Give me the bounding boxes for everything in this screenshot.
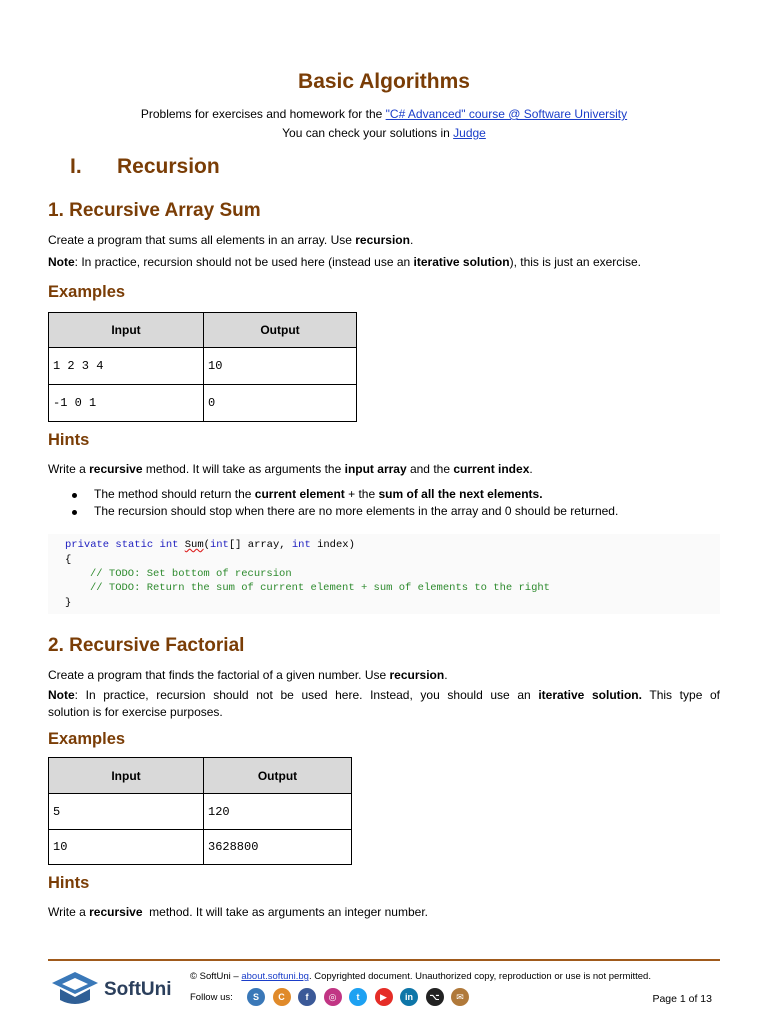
bold-text: iterative solution. (538, 688, 642, 702)
judge-line (0, 126, 768, 140)
bold-text: recursion (389, 668, 445, 682)
instagram-icon[interactable]: ◎ (324, 988, 342, 1006)
text: . (529, 462, 533, 476)
document-title: Basic Algorithms (298, 70, 470, 93)
table-cell: 0 (204, 385, 357, 422)
twitter-icon[interactable]: t (349, 988, 367, 1006)
problem-1-examples-heading: Examples (48, 283, 126, 301)
judge-text: You can check your solutions in (282, 126, 454, 140)
code-keyword: int (209, 539, 229, 551)
text: Write a (48, 905, 90, 919)
bullet-text (94, 486, 543, 503)
code-line: { (65, 554, 72, 566)
examples-table-1 (48, 312, 357, 422)
problem-2-title: 2. Recursive Factorial (48, 635, 245, 656)
code-keyword: private static int (65, 539, 185, 551)
text: The method should return the (94, 487, 255, 501)
about-link[interactable]: about.softuni.bg (241, 971, 309, 982)
note-label: Note (48, 255, 75, 269)
list-item (72, 486, 732, 503)
table-cell: 1 2 3 4 (49, 348, 204, 385)
linkedin-icon[interactable]: in (400, 988, 418, 1006)
bullet-dot (72, 510, 77, 515)
text: Write a (48, 462, 90, 476)
text: and the (406, 462, 454, 476)
problem-2-note-continued: solution is for exercise purposes. (48, 705, 223, 719)
code-block (48, 534, 720, 614)
code-text: index) (310, 539, 355, 551)
softuni-logo-icon (50, 970, 100, 1008)
table-row (49, 794, 352, 830)
problem-1-hint (48, 461, 720, 478)
email-icon[interactable]: ✉ (451, 988, 469, 1006)
problem-2-examples-heading: Examples (48, 730, 126, 748)
code-keyword: int (291, 539, 311, 551)
bold-text: sum of all the next elements. (378, 487, 543, 501)
text: . Copyrighted document. Unauthorized copy, reproduction or use is not permitted. (308, 971, 651, 982)
table-header-output: Output (204, 313, 357, 348)
text: method. It will take as arguments an integer number. (142, 905, 428, 919)
problem-2-hint (48, 904, 720, 921)
code-text: ( (203, 539, 210, 551)
problem-1-note (48, 254, 720, 271)
follow-us-label: Follow us: (190, 992, 233, 1003)
table-row (49, 830, 352, 865)
table-header-input: Input (49, 758, 204, 794)
text: method. It will take as arguments the (142, 462, 345, 476)
softuni-creative-icon[interactable]: C (273, 988, 291, 1006)
softuni-icon[interactable]: S (247, 988, 265, 1006)
bold-text: iterative solution (413, 255, 510, 269)
text: Create a program that finds the factorial of a given number. Use (48, 668, 390, 682)
bold-text: recursive (89, 905, 143, 919)
bold-text: current element (254, 487, 345, 501)
problem-2-hints-heading: Hints (48, 874, 90, 892)
github-icon[interactable]: ⌥ (426, 988, 444, 1006)
facebook-icon[interactable]: f (298, 988, 316, 1006)
table-row (49, 348, 357, 385)
judge-link[interactable]: Judge (453, 126, 486, 140)
problem-2-note (48, 687, 720, 704)
page-number: Page 1 of 13 (652, 993, 712, 1005)
section-number: I. (70, 155, 82, 178)
softuni-logo-text: SoftUni (104, 979, 172, 1000)
bold-text: recursion (355, 233, 410, 247)
text: : In practice, recursion should not be used here. Instead, you should use an (74, 688, 539, 702)
code-text: [] array, (228, 539, 292, 551)
text: . (444, 668, 448, 682)
text: : In practice, recursion should not be used here (instead use an (74, 255, 414, 269)
code-line: } (65, 597, 72, 609)
bullet-dot (72, 493, 77, 498)
bold-text: input array (344, 462, 407, 476)
subtitle-line (0, 107, 768, 121)
hint-bullet-list (72, 486, 732, 520)
code-line (65, 538, 355, 553)
table-header-input: Input (49, 313, 204, 348)
table-cell: 120 (204, 794, 352, 830)
footer-rule (48, 959, 720, 961)
table-header-output: Output (204, 758, 352, 794)
table-cell: -1 0 1 (49, 385, 204, 422)
course-link[interactable]: "C# Advanced" course @ Software University (385, 107, 628, 121)
problem-2-description (48, 667, 720, 684)
youtube-icon[interactable]: ▶ (375, 988, 393, 1006)
text: . (409, 233, 414, 247)
note-label: Note (48, 688, 75, 702)
bold-text: recursive (89, 462, 143, 476)
text: + the (344, 487, 379, 501)
problem-1-description (48, 232, 720, 249)
table-cell: 10 (204, 348, 357, 385)
text: ), this is just an exercise. (509, 255, 641, 269)
bold-text: current index (453, 462, 530, 476)
text: This type of (641, 688, 720, 702)
examples-table-2 (48, 757, 352, 865)
problem-1-title: 1. Recursive Array Sum (48, 200, 261, 221)
table-cell: 5 (49, 794, 204, 830)
copyright-notice (190, 971, 651, 982)
table-row (49, 385, 357, 422)
code-comment: // TODO: Return the sum of current element + sum of elements to the right (90, 582, 550, 594)
subtitle-text: Problems for exercises and homework for the (140, 107, 386, 121)
table-cell: 10 (49, 830, 204, 865)
list-item (72, 503, 732, 520)
text: © SoftUni – (190, 971, 242, 982)
text: Create a program that sums all elements in an array. Use (48, 233, 356, 247)
table-cell: 3628800 (204, 830, 352, 865)
code-comment: // TODO: Set bottom of recursion (90, 568, 292, 580)
problem-1-hints-heading: Hints (48, 431, 90, 449)
code-function: Sum (184, 539, 204, 551)
bullet-text: The recursion should stop when there are no more elements in the array and 0 should be returned. (94, 504, 619, 518)
section-title: Recursion (117, 155, 220, 178)
